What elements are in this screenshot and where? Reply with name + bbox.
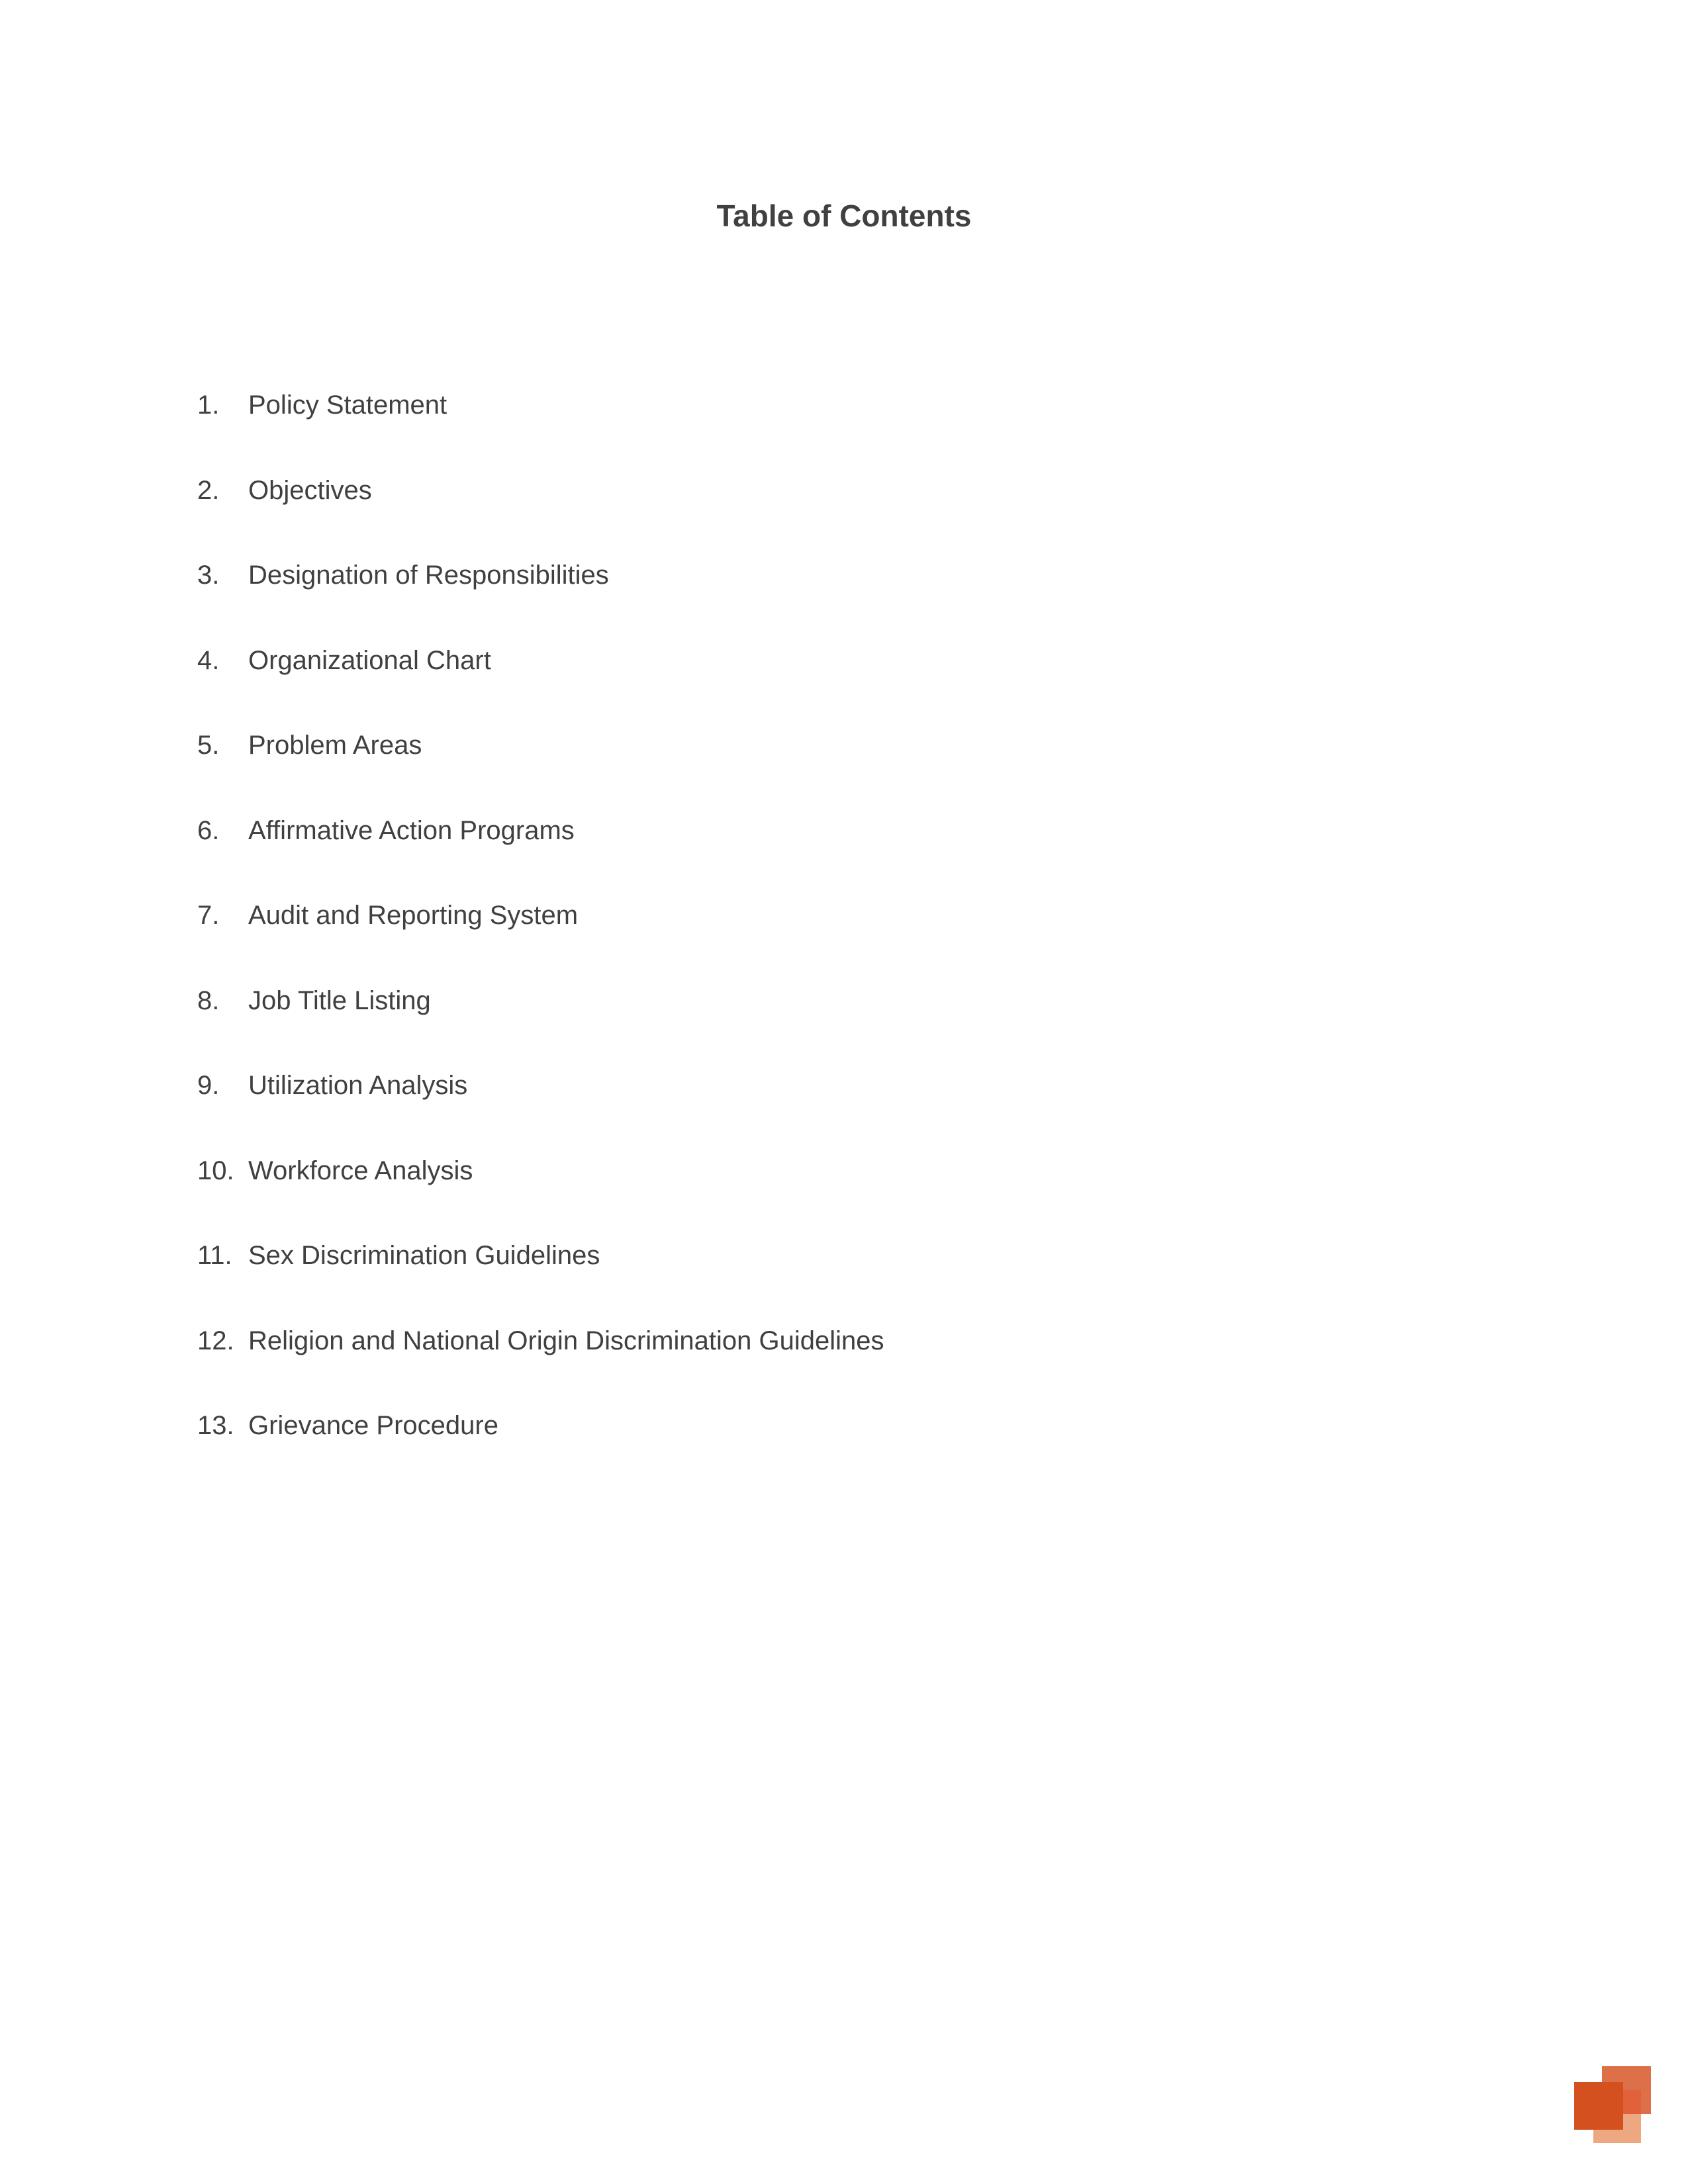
toc-item-label: Objectives — [248, 475, 372, 505]
toc-item — [197, 1406, 884, 1491]
toc-item-number: 11. — [197, 1241, 232, 1270]
table-of-contents — [197, 385, 884, 1491]
toc-item-label: Job Title Listing — [248, 985, 431, 1015]
page-title: Table of Contents — [716, 199, 972, 233]
toc-item-label: Problem Areas — [248, 731, 422, 760]
toc-item-number: 1. — [197, 390, 220, 420]
toc-item — [197, 725, 884, 811]
toc-item-number: 5. — [197, 731, 220, 760]
toc-item — [197, 895, 884, 981]
toc-item-label: Affirmative Action Programs — [248, 815, 575, 845]
toc-item — [197, 1236, 884, 1321]
toc-item — [197, 1321, 884, 1406]
toc-item — [197, 385, 884, 471]
toc-item-label: Organizational Chart — [248, 645, 491, 675]
toc-item — [197, 981, 884, 1066]
toc-item — [197, 1066, 884, 1151]
toc-item-label: Sex Discrimination Guidelines — [248, 1241, 600, 1270]
toc-item-number: 7. — [197, 901, 220, 930]
toc-item-label: Grievance Procedure — [248, 1411, 498, 1440]
toc-item-number: 4. — [197, 645, 220, 675]
toc-item-label: Workforce Analysis — [248, 1156, 473, 1185]
toc-item-label: Designation of Responsibilities — [248, 561, 609, 590]
toc-item-number: 13. — [197, 1411, 234, 1440]
toc-item-number: 2. — [197, 475, 220, 505]
toc-item-number: 6. — [197, 815, 220, 845]
toc-item — [197, 471, 884, 556]
logo-square-front — [1574, 2082, 1623, 2130]
toc-item-number: 8. — [197, 985, 220, 1015]
toc-item-label: Utilization Analysis — [248, 1071, 468, 1100]
toc-item — [197, 641, 884, 726]
toc-item — [197, 555, 884, 641]
toc-item-label: Audit and Reporting System — [248, 901, 579, 930]
toc-item — [197, 811, 884, 896]
toc-item-number: 9. — [197, 1071, 220, 1100]
toc-item-number: 3. — [197, 561, 220, 590]
overlapping-squares-logo-icon — [1574, 2066, 1651, 2143]
toc-item — [197, 1151, 884, 1236]
toc-item-number: 12. — [197, 1326, 234, 1355]
toc-item-label: Policy Statement — [248, 390, 447, 420]
toc-item-label: Religion and National Origin Discrimination Guidelines — [248, 1326, 884, 1355]
toc-item-number: 10. — [197, 1156, 234, 1185]
